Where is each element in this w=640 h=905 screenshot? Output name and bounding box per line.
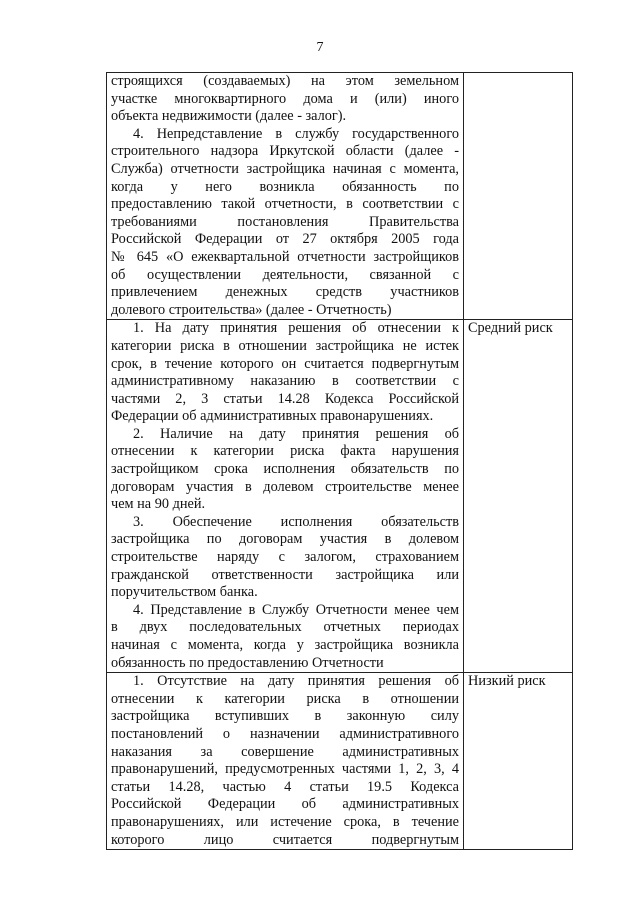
criteria-line: долевого строительства» (далее - Отчетность) (111, 301, 392, 318)
risk-category-cell: Низкий риск (464, 673, 573, 850)
criteria-line: объекта недвижимости (далее - залог). (111, 108, 347, 125)
criteria-line: предоставлению такой отчетности, в соответствии с (111, 196, 459, 213)
criteria-line: когда у него возникла обязанность по (111, 178, 459, 195)
criteria-line: строительстве наряду с залогом, страхованием (111, 549, 459, 566)
criteria-line: частями 2, 3 статьи 14.28 Кодекса Российской (111, 390, 459, 407)
criteria-line: статьи 14.28, частью 4 статьи 19.5 Кодекса (111, 778, 459, 795)
criteria-line: застройщиком срока исполнения обязательств по (111, 461, 459, 478)
criteria-line: в двух последовательных отчетных периодах (111, 619, 459, 636)
criteria-line: начиная с момента, когда у застройщика возникла (111, 637, 459, 653)
criteria-cell (107, 673, 464, 850)
criteria-line: постановлений о назначении административного (111, 725, 459, 742)
criteria-line: поручительством банка. (111, 584, 258, 601)
criteria-line: срок, в течение которого он считается подвергнутым (111, 355, 459, 372)
criteria-line: правонарушениях, или истечение срока, в течение (111, 813, 459, 830)
criteria-line: 2. Наличие на дату принятия решения об (133, 425, 459, 442)
criteria-line: договорам участия в долевом строительстве менее (111, 478, 459, 495)
table-row (107, 73, 573, 320)
criteria-line: обязанность по предоставлению Отчетности (111, 654, 384, 671)
criteria-line: административному наказанию в соответствии с (111, 373, 459, 390)
criteria-line: строительного надзора Иркутской области (далее - (111, 143, 459, 160)
criteria-line: участке многоквартирного дома и (или) иного (111, 90, 459, 107)
criteria-line: Служба) отчетности застройщика начиная с момента, (111, 160, 459, 177)
criteria-line: 1. На дату принятия решения об отнесении к (133, 320, 459, 337)
criteria-line: привлечением денежных средств участников (111, 284, 459, 301)
criteria-line: отнесении к категории риска факта нарушения (111, 443, 459, 460)
criteria-line: правонарушений, предусмотренных частями 1, 2, 3, 4 (111, 761, 459, 778)
risk-criteria-table (106, 72, 573, 850)
criteria-line: № 645 «О ежеквартальной отчетности застройщиков (111, 248, 459, 265)
page-number: 7 (316, 40, 324, 55)
criteria-line: которого лицо считается подвергнутым (111, 831, 459, 848)
criteria-line: требованиями постановления Правительства (111, 213, 459, 230)
criteria-line: гражданской ответственности застройщика или (111, 566, 459, 583)
risk-category-cell: Средний риск (464, 320, 573, 673)
table-row (107, 673, 573, 850)
criteria-cell (107, 320, 464, 673)
criteria-line: наказания за совершение административных (111, 743, 459, 760)
table-row (107, 320, 573, 673)
criteria-line: об осуществлении деятельности, связанной с (111, 266, 459, 283)
criteria-line: Федерации об административных правонарушениях. (111, 408, 434, 425)
criteria-line: застройщика вступивших в законную силу (111, 708, 459, 725)
criteria-line: чем на 90 дней. (111, 496, 206, 513)
criteria-line: Российской Федерации об административных (111, 796, 459, 813)
criteria-line: 4. Представление в Службу Отчетности менее чем (133, 601, 459, 618)
criteria-line: 3. Обеспечение исполнения обязательств (133, 513, 459, 530)
risk-category-cell (464, 73, 573, 320)
criteria-line: строящихся (создаваемых) на этом земельном (111, 73, 459, 89)
criteria-cell (107, 73, 464, 320)
criteria-line: 4. Непредставление в службу государственного (133, 125, 459, 142)
criteria-line: Российской Федерации от 27 октября 2005 года (111, 231, 459, 248)
criteria-line: 1. Отсутствие на дату принятия решения об (133, 673, 459, 690)
criteria-line: застройщика по договорам участия в долевом (111, 531, 459, 548)
criteria-line: отнесении к категории риска в отношении (111, 690, 459, 707)
criteria-line: категории риска в отношении застройщика не истек (111, 337, 459, 354)
